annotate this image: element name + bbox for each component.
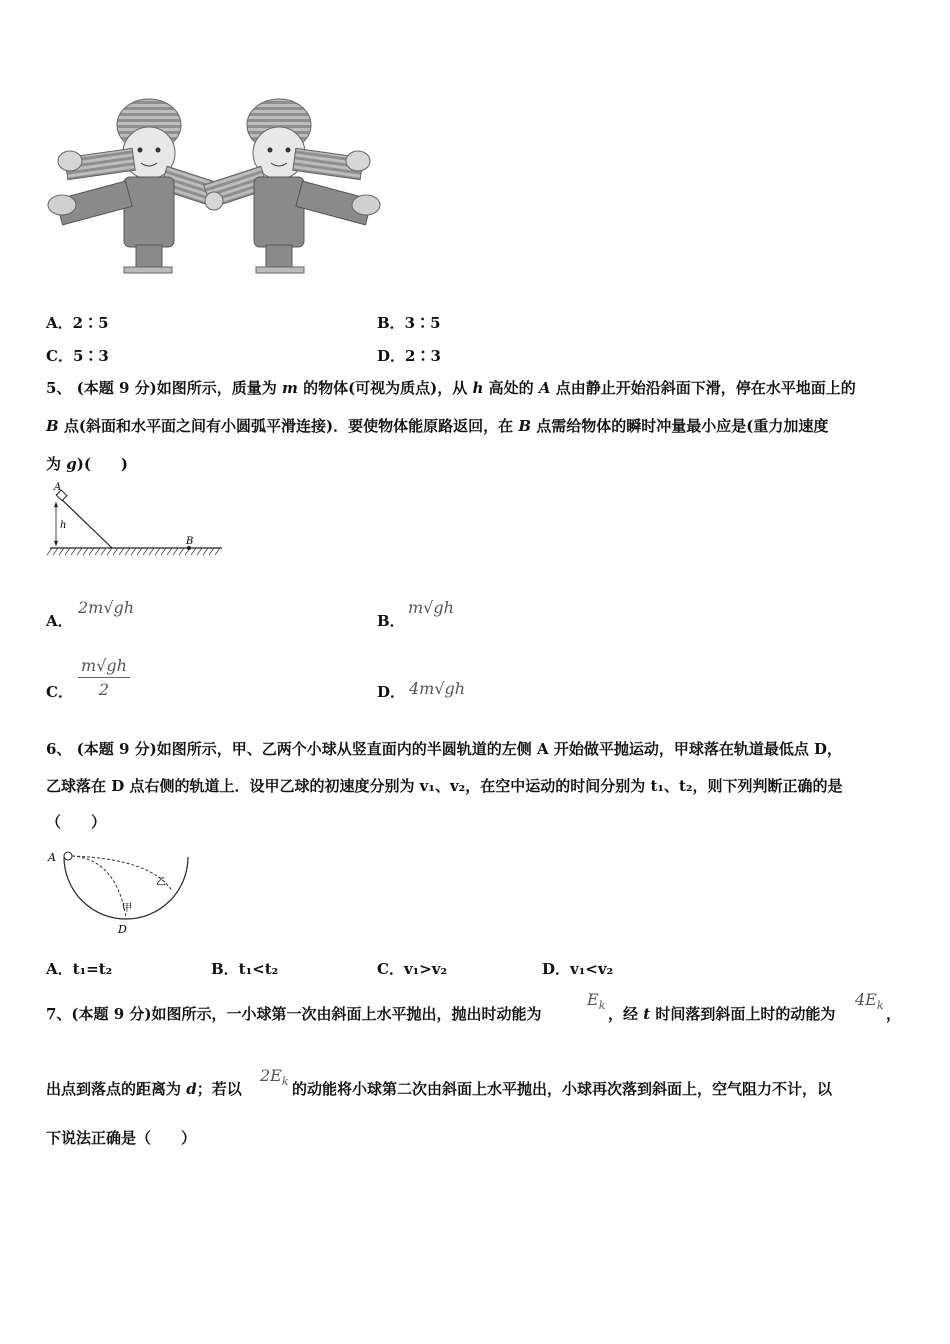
q7-text-line-2: 出点到落点的距离为 d；若以	[46, 1080, 242, 1098]
q7-text-line-2b: 的动能将小球第二次由斜面上水平抛出，小球再次落到斜面上，空气阻力不计，以	[292, 1080, 833, 1098]
q5-option-d-formula: 4m√gh	[409, 679, 466, 698]
q5-option-c[interactable]: C．	[46, 683, 73, 701]
left-skater-figure	[48, 99, 224, 273]
q7-text-line-3: 下说法正确是（ ）	[46, 1129, 197, 1147]
q4-option-b[interactable]: B．3∶5	[377, 314, 441, 332]
q5-text-line-3: 为 g)( )	[46, 455, 129, 473]
q7-ek-1: $E_k$	[587, 990, 606, 1013]
q7-ek-2: $4E_k$	[855, 990, 884, 1013]
q5-option-a-formula: 2m√gh	[78, 598, 135, 617]
q6-option-a[interactable]: A．t₁=t₂	[46, 960, 113, 978]
q5-option-c-fraction	[78, 656, 130, 699]
q6-fig-label-d: D	[118, 923, 127, 936]
q5-option-a[interactable]: A．	[46, 612, 73, 630]
q5-option-b[interactable]: B．	[377, 612, 405, 630]
q6-option-b[interactable]: B．t₁<t₂	[211, 960, 279, 978]
q5-option-c-denominator: 2	[98, 680, 110, 699]
q6-fig-label-jia: 甲	[122, 903, 132, 914]
q5-option-c-fraction-bar	[78, 677, 130, 678]
q6-text-line-3: （ ）	[46, 813, 107, 831]
q6-option-d[interactable]: D．v₁<v₂	[542, 960, 614, 978]
q6-text-line-1: 6、 (本题 9 分)如图所示，甲、乙两个小球从竖直面内的半圆轨道的左侧 A 开始做平抛运动，甲球落在轨道最低点 D，	[46, 740, 843, 758]
q5-fig-label-h: h	[60, 520, 67, 531]
q7-text-line-1: 7、(本题 9 分)如图所示，一小球第一次由斜面上水平抛出，抛出时动能为	[46, 1005, 542, 1023]
q5-text-line-1: 5、 (本题 9 分)如图所示，质量为 m 的物体(可视为质点)，从 h 高处的 A 点由静止开始沿斜面下滑，停在水平地面上的	[46, 379, 856, 397]
q5-text-line-2: B 点(斜面和水平面之间有小圆弧平滑连接)．要使物体能原路返回，在 B 点需给物体的瞬时冲量最小应是(重力加速度	[46, 417, 829, 435]
q6-fig-label-a: A	[48, 851, 56, 864]
q5-option-c-numerator: m√gh	[81, 656, 127, 675]
q7-text-line-1c: ，	[886, 1005, 902, 1023]
q5-option-b-formula: m√gh	[408, 598, 454, 617]
q5-fig-label-a: A	[54, 482, 62, 493]
q7-ek-3: $2E_k$	[260, 1066, 289, 1089]
q6-semicircle-diagram	[44, 845, 194, 937]
q6-fig-label-yi: 乙	[156, 877, 166, 888]
q4-option-c[interactable]: C．5∶3	[46, 347, 109, 365]
q5-incline-diagram	[46, 480, 226, 560]
q5-option-d[interactable]: D．	[377, 683, 406, 701]
q6-option-c[interactable]: C．v₁>v₂	[377, 960, 448, 978]
q5-fig-label-b: B	[186, 536, 194, 547]
skaters-illustration	[44, 95, 384, 280]
q4-option-a[interactable]: A．2∶5	[46, 314, 109, 332]
right-skater-figure	[204, 99, 380, 273]
q4-option-d[interactable]: D．2∶3	[377, 347, 441, 365]
q7-text-line-1b: ，经 t 时间落到斜面上时的动能为	[608, 1005, 836, 1023]
q6-text-line-2: 乙球落在 D 点右侧的轨道上．设甲乙球的初速度分别为 v₁、v₂，在空中运动的时间分别为 t₁、t₂，则下列判断正确的是	[46, 777, 843, 795]
